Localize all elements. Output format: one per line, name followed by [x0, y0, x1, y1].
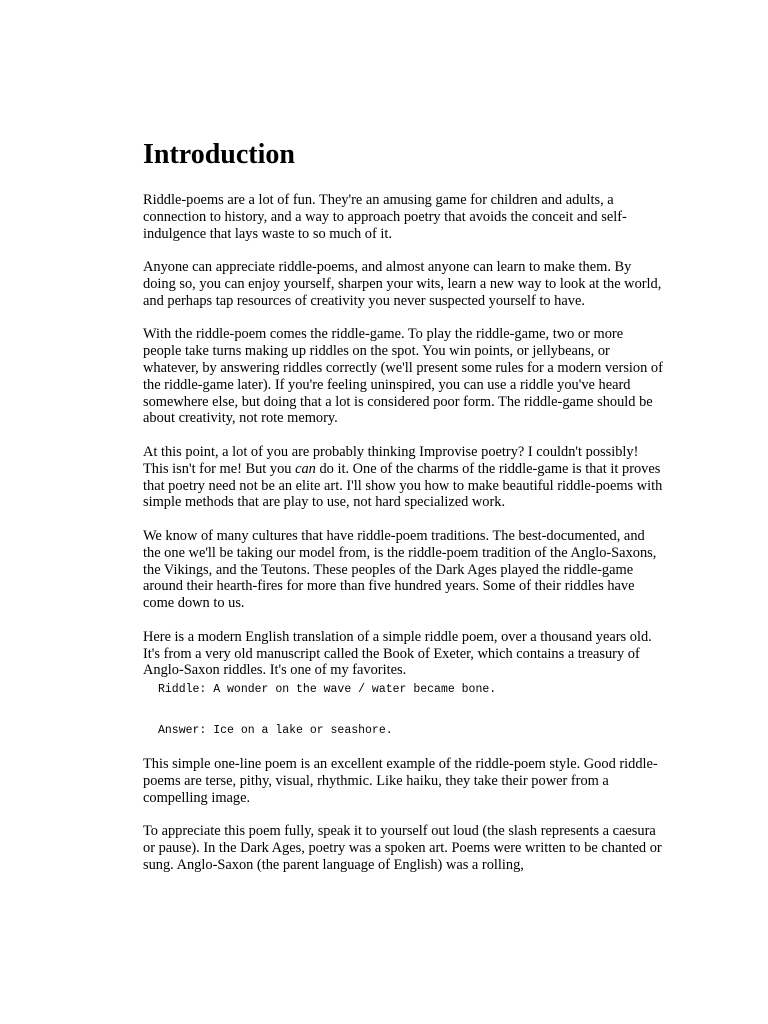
paragraph-improvise-start: At this point, a lot of you are probably thinking Improvise poetry? I couldn't possibly! This isn't for me! But you	[143, 443, 639, 477]
paragraph-translation: Here is a modern English translation of a simple riddle poem, over a thousand years old. It's from a very old manuscript called the Book of Exeter, which contains a treasury of Anglo-Saxon riddles. It's one of my favorites.	[143, 628, 652, 679]
paragraph-riddle-game: With the riddle-poem comes the riddle-game. To play the riddle-game, two or more people take turns making up riddles on the spot. You win points, or jellybeans, or whatever, by answering riddles correctly (we'll present some rules for a modern version of the riddle-game later). If you're feeling uninspired, you can use a riddle you've heard somewhere else, but doing that a lot is considered poor form. The riddle-game should be about creativity, not rote memory.	[143, 326, 663, 427]
paragraph-intro: Riddle-poems are a lot of fun. They're an amusing game for children and adults, a connection to history, and a way to approach poetry that avoids the conceit and self-indulgence that lays waste to so much of it.	[143, 192, 627, 242]
paragraph-improvise-end: do it. One of the charms of the riddle-game is that it proves that poetry need not be an elite art. I'll show you how to make beautiful riddle-poems with simple methods that are play to use, not hard specialized work.	[143, 460, 663, 511]
paragraph-appreciate: Anyone can appreciate riddle-poems, and almost anyone can learn to make them. By doing so, you can enjoy yourself, sharpen your wits, learn a new way to look at the world, and perhaps tap resources of creativity you never suspected yourself to have.	[143, 259, 662, 309]
paragraph-one-line-poem: This simple one-line poem is an excellent example of the riddle-poem style. Good riddle-poems are terse, pithy, visual, rhythmic. Like haiku, they take their power from a compelling image.	[143, 756, 658, 806]
document-page	[143, 139, 663, 874]
paragraph-improvise	[143, 444, 663, 511]
paragraph-appreciate-poem: To appreciate this poem fully, speak it to yourself out loud (the slash represents a caesura or pause). In the Dark Ages, poetry was a spoken art. Poems were written to be chanted or sung. Anglo-Saxon (the parent language of English) was a rolling,	[143, 823, 662, 873]
page-title: Introduction	[143, 139, 295, 170]
riddle-line: Riddle: A wonder on the wave / water became bone.	[158, 683, 497, 697]
paragraph-cultures: We know of many cultures that have riddle-poem traditions. The best-documented, and the one we'll be taking our model from, is the riddle-poem tradition of the Anglo-Saxons, the Vikings, and the Teutons. These peoples of the Dark Ages played the riddle-game around their hearth-fires for more than five hundred years. Some of their riddles have come down to us.	[143, 527, 657, 612]
emphasis-can: can	[295, 460, 316, 477]
answer-line: Answer: Ice on a lake or seashore.	[158, 724, 393, 738]
